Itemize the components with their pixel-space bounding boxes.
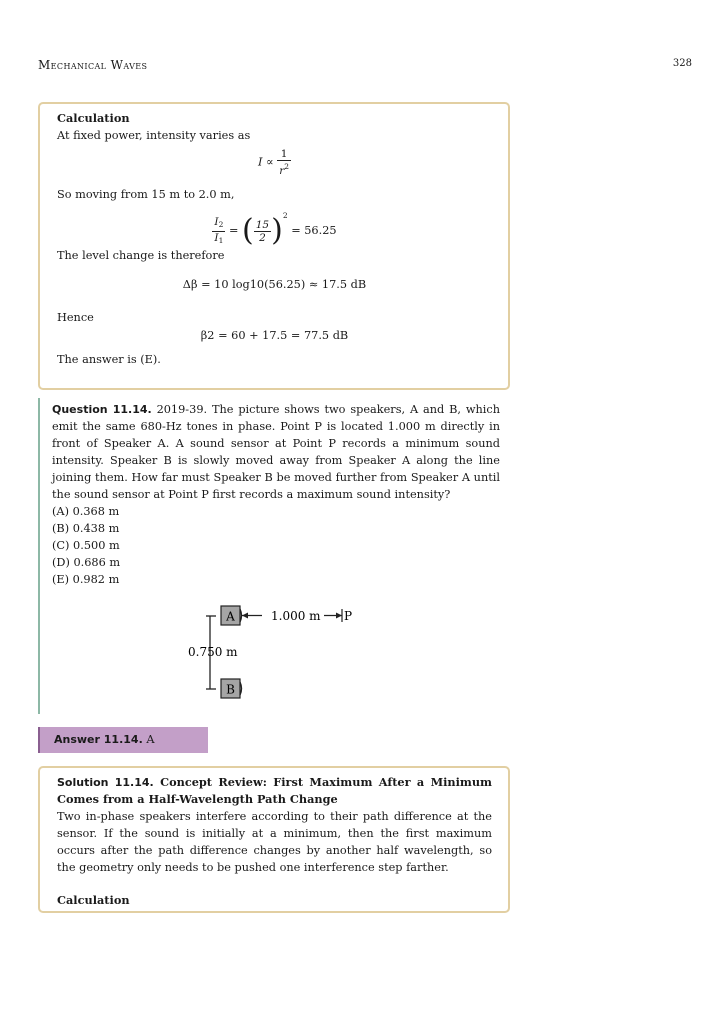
- answer-value: A: [146, 733, 155, 746]
- page-number: 328: [672, 58, 692, 69]
- speaker-a-label: A: [226, 609, 235, 624]
- speaker-diagram: [180, 602, 380, 706]
- question-label: Question 11.14.: [52, 403, 152, 416]
- solution-body: Two in-phase speakers interfere according to their path difference at the sensor. If the sound is initially at a minimum, then the first maximum occurs after the path difference changes by another half wavelength, so the geometry only needs to be pushed one interference step farther.: [57, 810, 492, 874]
- intensity-intro: At fixed power, intensity varies as: [57, 129, 251, 142]
- arrow-head-p: [336, 613, 342, 619]
- answer-label: Answer 11.14.: [54, 733, 143, 746]
- eq1-fraction: [277, 148, 291, 177]
- page-header: [38, 58, 692, 74]
- eq1-lhs: I ∝: [257, 155, 274, 169]
- option-d: (D) 0.686 m: [52, 556, 121, 569]
- question-text: 2019-39. The picture shows two speakers, A and B, which emit the same 680-Hz tones in phase. Point P is located 1.000 m directly in front of Speaker A. A sound sensor at Point P records a minimum sound intensity. Speaker B is slowly moved away from Speaker A along the line joining them. How far must Speaker B be moved further from Speaker A until the sound sensor at Point P first records a maximum sound intensity?: [52, 403, 500, 501]
- eq2-fraction: [212, 216, 225, 247]
- eq2-inner-fraction: [254, 219, 271, 244]
- chapter-title: Mechanical Waves: [38, 58, 148, 72]
- eq2-num: I: [214, 215, 219, 228]
- calculation-heading: Calculation: [57, 111, 130, 125]
- eq2-num-sub: 2: [218, 219, 224, 229]
- option-b: (B) 0.438 m: [52, 522, 120, 535]
- solution-heading: [57, 774, 492, 808]
- speaker-b-label: B: [226, 682, 235, 697]
- arrow-head-a: [242, 613, 248, 619]
- option-e: (E) 0.982 m: [52, 573, 120, 586]
- solution-box: [38, 766, 510, 913]
- hence-text: Hence: [57, 311, 94, 324]
- option-a: (A) 0.368 m: [52, 505, 120, 518]
- eq2-den-sub: 1: [218, 235, 224, 245]
- eq1-denominator: r: [279, 165, 285, 177]
- equation-intensity-ratio: $\frac{I_2}{I_1}$ = ( $\frac{15}{2}$ )$^2$ = 56.25: [214, 211, 337, 248]
- equation-final-level: β2 = 60 + 17.5 = 77.5 dB: [200, 329, 349, 342]
- option-c: (C) 0.500 m: [52, 539, 120, 552]
- distance-ab-label: 0.750 m: [188, 645, 238, 659]
- equation-level-change: Δβ = 10 log10(56.25) ≈ 17.5 dB: [182, 278, 367, 291]
- distance-ap-label: 1.000 m: [271, 609, 321, 623]
- eq1-numerator: 1: [277, 148, 291, 161]
- eq2-inner-num: 15: [255, 218, 270, 231]
- solution-label: Solution 11.14.: [57, 776, 154, 789]
- eq2-power: 2: [282, 211, 288, 220]
- solution-title: Concept Review: First Maximum After a Minimum Comes from a Half-Wavelength Path Change: [57, 775, 492, 806]
- eq2-equals: =: [228, 224, 239, 237]
- answer-statement: The answer is (E).: [57, 353, 161, 366]
- point-p-label: P: [344, 609, 353, 623]
- eq2-result: = 56.25: [291, 224, 337, 237]
- move-text: So moving from 15 m to 2.0 m,: [57, 188, 235, 201]
- equation-inverse-square: [57, 148, 492, 182]
- calculation-box: [38, 102, 510, 390]
- eq2-inner-den: 2: [259, 231, 266, 244]
- eq2-den: I: [214, 231, 219, 244]
- answer-banner: [38, 727, 208, 753]
- level-change-text: The level change is therefore: [57, 249, 225, 262]
- eq1-den-sup: 2: [284, 162, 290, 171]
- solution-calculation-heading: Calculation: [57, 893, 130, 907]
